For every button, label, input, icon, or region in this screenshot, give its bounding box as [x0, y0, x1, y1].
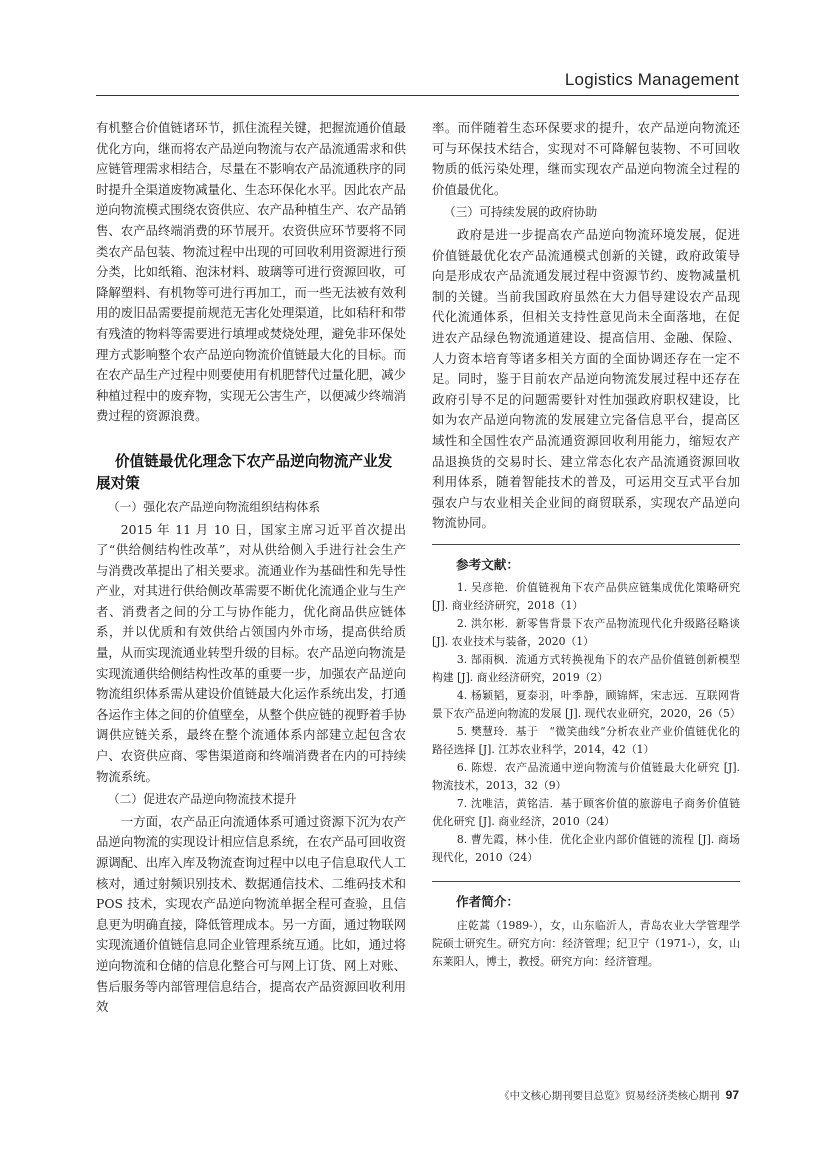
author-title: 作者简介：	[456, 895, 519, 910]
section-title: 价值链最优化理念下农产品逆向物流产业发展对策	[96, 453, 393, 492]
reference-item: 3. 郜雨枫．流通方式转换视角下的农产品价值链创新模型构建 [J]. 商业经济研究，2019（2）	[432, 653, 740, 685]
reference-item: 5. 樊慧玲．基于 “微笑曲线”分析农业产业价值链优化的路径选择 [J]. 江苏农业科学，2014，42（1）	[432, 725, 740, 757]
divider	[432, 881, 740, 882]
journal-name: 《中文核心期刊要目总览》贸易经济类核心期刊	[499, 1090, 720, 1102]
divider	[432, 544, 740, 545]
paragraph: 一方面，农产品正向流通体系可通过资源下沉为农产品逆向物流的实现设计相应信息系统，在农产品可回收资源调配、出库入库及物流查询过程中以电子信息取代人工核对，通过射频识别技术、数据通信技术、二维码技术和 POS 技术，实现农产品逆向物流单据全程可查验，且信息更为明确直接，降低管理成本。另一方面，通过物联网实现流通价值链信息同企业管理系统互通。比如，通过将逆向物流和仓储的信息化整合可与网上订货、网上对账、售后服务等内部管理信息结合，提高农产品资源回收利用效	[96, 813, 406, 1015]
reference-item: 1. 吴彦艳．价值链视角下农产品供应链集成优化策略研究 [J]. 商业经济研究，2018（1）	[432, 581, 740, 613]
references-title: 参考文献：	[456, 557, 519, 572]
subsection-heading: （三）可持续发展的政府协助	[443, 205, 598, 220]
reference-item: 2. 洪尔彬．新零售背景下农产品物流现代化升级路径略谈 [J]. 农业技术与装备，2020（1）	[432, 617, 740, 649]
paragraph: 2015 年 11 月 10 日，国家主席习近平首次提出了“供给侧结构性改革”，对从供给侧入手进行社会生产与消费改革提出了相关要求。流通业作为基础性和先导性产业，对其进行供给侧改革需要不断优化流通企业与生产者、消费者之间的分工与协作能力，优化商品供应链体系，并以优质和有效供给占领国内外市场，提高供给质量，从而实现流通业转型升级的目标。农产品逆向物流是实现流通供给侧结构性改革的重要一步，加强农产品逆向物流组织体系需从建设价值链最大化运作系统出发，打通各运作主体之间的价值壁垒，从整个供应链的视野着手协调供应链关系，最终在整个流通体系内部建立起包含农户、农资供应商、零售渠道商和终端消费者在内的可持续物流系统。	[96, 521, 406, 784]
left-column	[96, 118, 406, 1018]
author-bio: 庄乾蒿（1989-），女，山东临沂人，青岛农业大学管理学院硕士研究生。研究方向：经济管理；纪卫宁（1971-），女，山东莱阳人，博士，教授。研究方向：经济管理。	[432, 919, 740, 969]
page-number: 97	[725, 1088, 739, 1102]
paragraph: 率。而伴随着生态环保要求的提升，农产品逆向物流还可与环保技术结合，实现对不可降解包装物、不可回收物质的低污染处理，继而实现农产品逆向物流全过程的价值最优化。	[432, 120, 740, 197]
paragraph: 有机整合价值链诸环节，抓住流程关键，把握流通价值最优化方向，继而将农产品逆向物流与农产品流通需求和供应链管理需求相结合，尽量在不影响农产品流通秩序的同时提升全渠道废物减量化、生态环保化水平。因此农产品逆向物流模式围绕农资供应、农产品种植生产、农产品销售、农产品终端消费的环节展开。农资供应环节要将不同类农产品包装、物流过程中出现的可回收利用资源进行预分类，比如纸箱、泡沫材料、玻璃等可进行资源回收，可降解塑料、有机物等可进行再加工，而一些无法被有效利用的废旧品需要提前规范无害化处理渠道，比如秸秆和带有残渣的物料等需要进行填埋或焚烧处理，避免非环保处理方式影响整个农产品逆向物流价值链最大化的目标。而在农产品生产过程中则要使用有机肥替代过量化肥，减少种植过程中的废弃物，实现无公害生产，以便减少终端消费过程的资源浪费。	[96, 120, 406, 424]
paragraph: 政府是进一步提高农产品逆向物流环境发展，促进价值链最优化农产品流通模式创新的关键，政府政策导向是形成农产品流通发展过程中资源节约、废物减量机制的关键。当前我国政府虽然在大力倡导建设农产品现代化流通体系，但相关支持性意见尚未全面落地，在促进农产品绿色物流通道建设、提高信用、金融、保险、人力资本培育等诸多相关方面的全面协调还存在一定不足。同时，鉴于目前农产品逆向物流发展过程中还存在政府引导不足的问题需要针对性加强政府职权建设，比如为农产品逆向物流的发展建立完备信息平台，提高区域性和全国性农产品流通资源回收利用能力，缩短农产品退换货的交易时长、建立常态化农产品流通资源回收利用体系，随着智能技术的普及，可运用交互式平台加强农户与农业相关企业间的商贸联系，实现农产品逆向物流协同。	[432, 226, 740, 531]
running-header: Logistics Management	[564, 70, 739, 89]
page-footer	[499, 1088, 739, 1103]
reference-item: 4. 杨颖韬，夏泰羽，叶季静，顾锦辉，宋志远．互联网背景下农产品逆向物流的发展 [J]. 现代农业研究，2020，26（5）	[432, 689, 741, 721]
subsection-heading: （一）强化农产品逆向物流组织结构体系	[107, 499, 321, 514]
reference-item: 6. 陈煜．农产品流通中逆向物流与价值链最大化研究 [J]. 物流技术，2013，32（9）	[432, 761, 740, 793]
author-box	[432, 881, 740, 971]
right-column	[432, 118, 740, 971]
references-box	[432, 544, 740, 868]
reference-item: 7. 沈唯洁，黄铭洁．基于顾客价值的旅游电子商务价值链优化研究 [J]. 商业经济，2010（24）	[432, 797, 740, 829]
reference-item: 8. 曹先霞，林小佳．优化企业内部价值链的流程 [J]. 商场现代化，2010（24）	[432, 833, 740, 865]
header-rule	[96, 95, 739, 96]
subsection-heading: （二）促进农产品逆向物流技术提升	[107, 792, 297, 807]
